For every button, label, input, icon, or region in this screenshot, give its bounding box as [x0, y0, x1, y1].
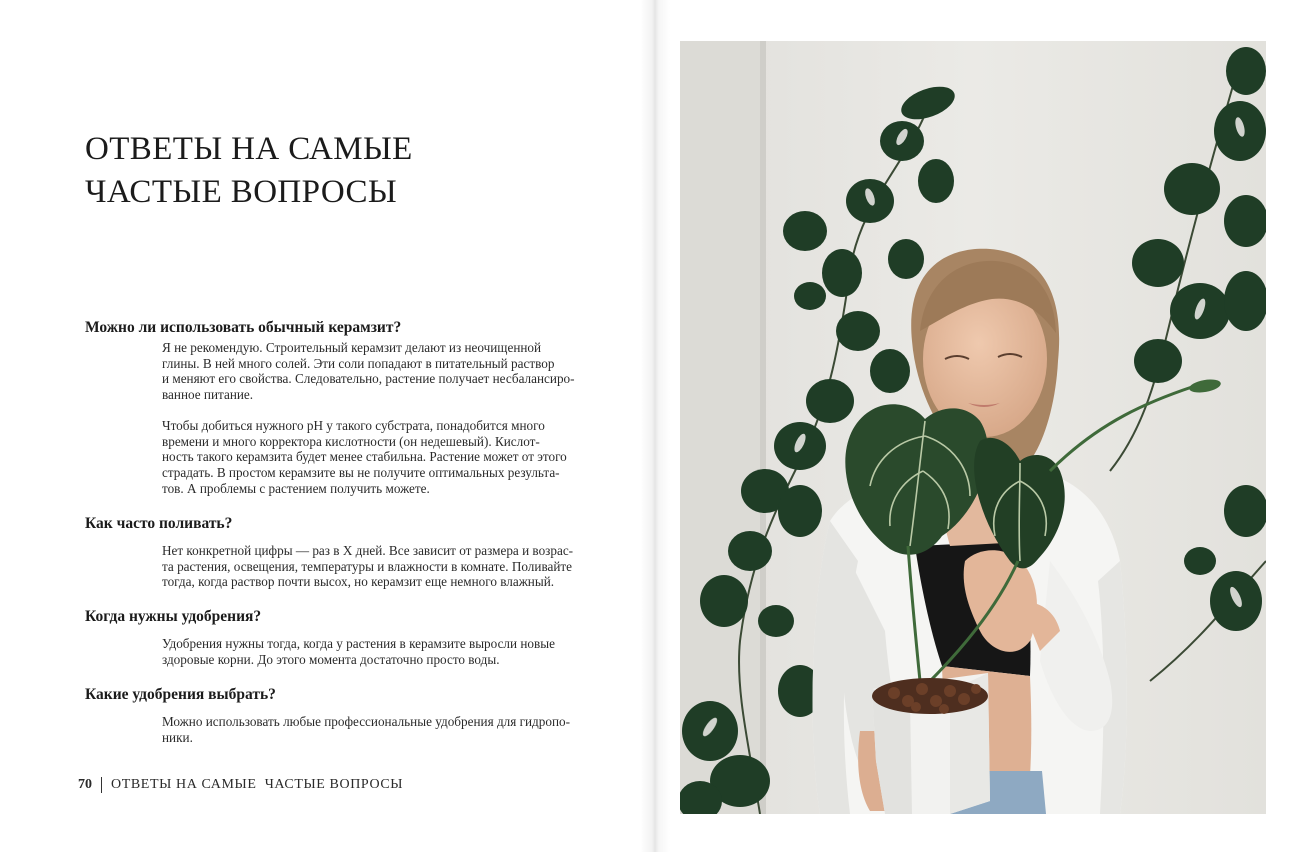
faq-question: Какие удобрения выбрать?	[85, 686, 276, 703]
book-gutter-shadow	[640, 0, 670, 852]
faq-answer-paragraph	[162, 714, 607, 745]
answer-line: и меняют его свойства. Следовательно, растение получает несбалансиро-	[162, 371, 575, 387]
answer-line: Нет конкретной цифры — раз в X дней. Все зависит от размера и возрас-	[162, 543, 574, 558]
faq-question: Можно ли использовать обычный керамзит?	[85, 319, 402, 336]
page-title-line-1: ОТВЕТЫ НА САМЫЕ	[85, 131, 413, 167]
woman-holding-plant-photo	[680, 41, 1266, 814]
answer-line: ванное питание.	[162, 387, 254, 403]
page-footer	[78, 775, 403, 795]
answer-line: та растения, освещения, температуры и влажности в комнате. Поливайте	[162, 558, 573, 574]
answer-line: ность такого керамзита будет менее стабильна. Растение может от этого	[162, 449, 567, 465]
answer-line: Чтобы добиться нужного pH у такого субстрата, понадобится много	[162, 418, 545, 433]
faq-question: Когда нужны удобрения?	[85, 608, 262, 625]
page-title	[85, 128, 605, 214]
running-title: ОТВЕТЫ НА САМЫЕ ЧАСТЫЕ ВОПРОСЫ	[111, 777, 404, 792]
answer-line: страдать. В простом керамзите вы не получите оптимальных результа-	[162, 465, 560, 481]
answer-line: Удобрения нужны тогда, когда у растения в керамзите выросли новые	[162, 636, 555, 651]
page-number: 70	[78, 777, 92, 792]
answer-line: Я не рекомендую. Строительный керамзит делают из неочищенной	[162, 340, 542, 355]
answer-line: Можно использовать любые профессиональные удобрения для гидропо-	[162, 714, 570, 729]
faq-answer-paragraph	[162, 340, 607, 403]
footer-divider	[101, 777, 102, 793]
faq-answer-paragraph	[162, 543, 607, 590]
answer-line: здоровые корни. До этого момента достаточно просто воды.	[162, 651, 500, 667]
faq-answer-paragraph	[162, 418, 607, 497]
answer-line: ники.	[162, 729, 193, 745]
answer-line: времени и много корректора кислотности (он недешевый). Кислот-	[162, 433, 540, 449]
answer-line: тогда, когда раствор почти высох, но керамзит еще немного влажный.	[162, 574, 555, 590]
faq-answer-paragraph	[162, 636, 607, 667]
white-pot	[872, 673, 990, 814]
faq-question: Как часто поливать?	[85, 515, 233, 532]
left-page	[0, 0, 652, 852]
page-title-line-2: ЧАСТЫЕ ВОПРОСЫ	[85, 174, 398, 210]
answer-line: тов. А проблемы с растением получить можете.	[162, 480, 430, 496]
answer-line: глины. В ней много солей. Эти соли попадают в питательный раствор	[162, 355, 555, 371]
